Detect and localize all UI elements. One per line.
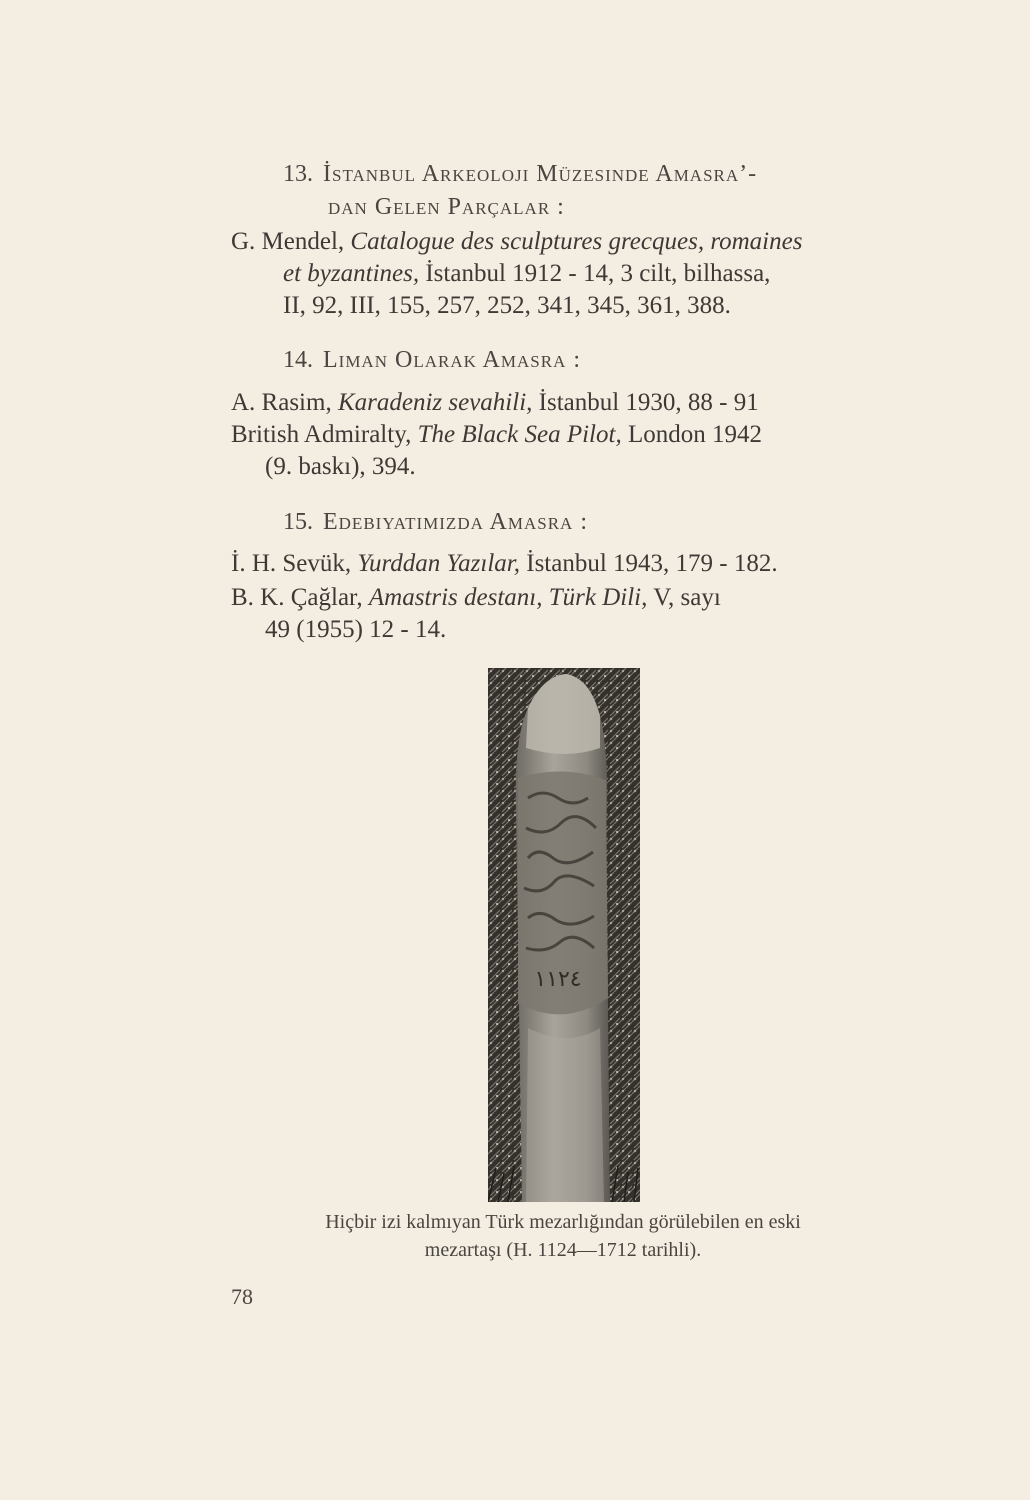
ref-author: G. Mendel, <box>231 228 345 255</box>
ref-title-cont: et byzantines, <box>283 260 420 287</box>
gravestone-photo-icon <box>488 668 640 1202</box>
ref-publication: İstanbul 1943, 179 - 182. <box>526 550 778 577</box>
ref-title: Karadeniz sevahili, <box>337 389 533 416</box>
section-number: 15. <box>283 509 313 535</box>
ref-edition: (9. baskı), 394. <box>265 453 416 480</box>
reference-rasim <box>231 387 901 419</box>
caption-line1: Hiçbir izi kalmıyan Türk mezarlığından görülebilen en eski <box>325 1211 801 1233</box>
ref-title: The Black Sea Pilot, <box>417 421 622 448</box>
section-heading-13 <box>283 158 903 224</box>
reference-admiralty <box>231 419 901 483</box>
ref-title: Amastris destanı, <box>368 584 543 611</box>
section-title-line1: İstanbul Arkeoloji Müzesinde Amasra’- <box>323 161 758 187</box>
ref-year-pages: 49 (1955) 12 - 14. <box>265 616 447 643</box>
reference-caglar <box>231 582 901 646</box>
reference-mendel <box>231 226 901 322</box>
reference-sevuk <box>231 548 901 580</box>
ref-author: A. Rasim, <box>231 389 332 416</box>
ref-author: British Admiralty, <box>231 421 412 448</box>
ref-publication: İstanbul 1930, 88 - 91 <box>538 389 759 416</box>
page-number: 78 <box>231 1284 253 1309</box>
section-heading-15 <box>283 506 903 539</box>
ref-volume: V, sayı <box>653 584 721 611</box>
ref-journal: Türk Dili, <box>548 584 648 611</box>
ref-author: B. K. Çağlar, <box>231 584 363 611</box>
section-number: 13. <box>283 161 313 187</box>
ref-publication: London 1942 <box>627 421 762 448</box>
ref-publication: İstanbul 1912 - 14, 3 cilt, bilhassa, <box>425 260 771 287</box>
section-title: Edebiyatımızda Amasra : <box>323 509 589 535</box>
section-title: Liman Olarak Amasra : <box>323 347 582 373</box>
caption-line2: mezartaşı (H. 1124—1712 tarihli). <box>424 1239 702 1261</box>
section-title-line2: dan Gelen Parçalar : <box>328 194 565 220</box>
ref-title: Yurddan Yazılar, <box>357 550 520 577</box>
figure-caption <box>233 1208 893 1264</box>
section-heading-14 <box>283 344 903 377</box>
gravestone-photo <box>488 668 640 1202</box>
ref-title: Catalogue des sculptures grecques, romaines <box>350 228 803 255</box>
ref-pages: II, 92, III, 155, 257, 252, 341, 345, 361, 388. <box>283 292 731 319</box>
inscription-date: ١١٢٤ <box>534 967 582 992</box>
ref-author: İ. H. Sevük, <box>231 550 352 577</box>
section-number: 14. <box>283 347 313 373</box>
